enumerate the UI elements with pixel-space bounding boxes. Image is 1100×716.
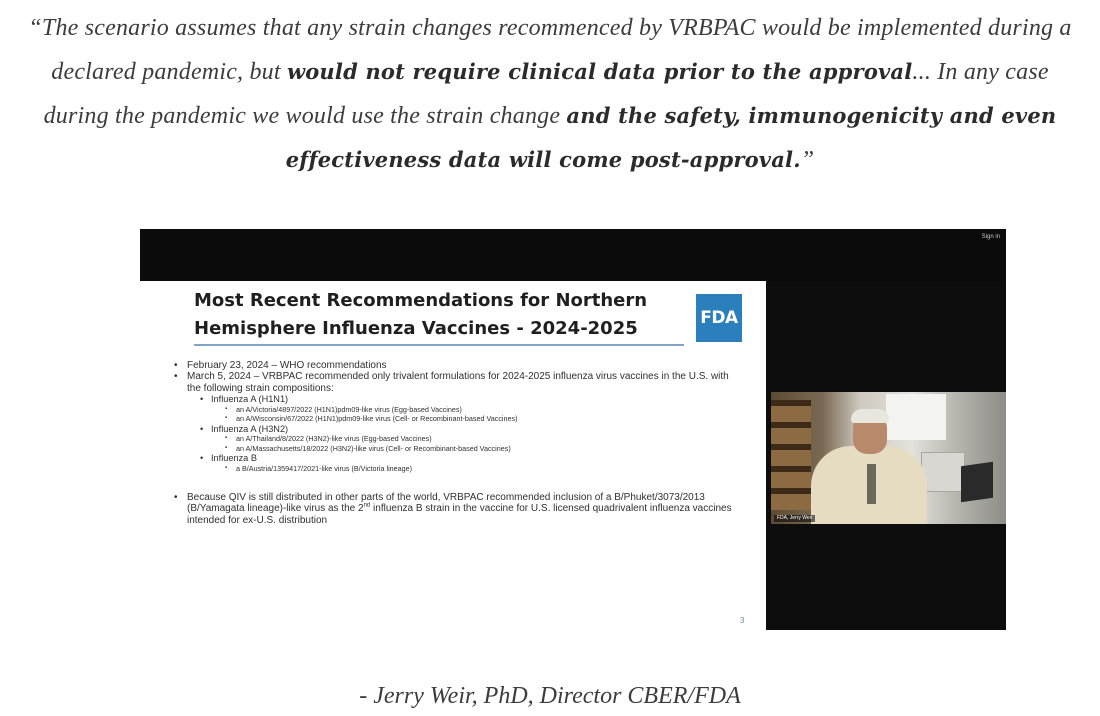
strain-item: ▪ an A/Massachusetts/18/2022 (H3N2)-like virus (Cell- or Recombinant-based Vaccines) [225, 444, 744, 453]
quote-attribution: - Jerry Weir, PhD, Director CBER/FDA [359, 683, 741, 709]
meeting-top-bar [140, 229, 1006, 281]
quote-text [20, 6, 1080, 182]
bullet-vrbpac [174, 371, 744, 473]
strain-item: ▪ an A/Wisconsin/67/2022 (H1N1)pdm09-like virus (Cell- or Recombinant-based Vaccines) [225, 414, 744, 423]
participant-video-tile[interactable] [771, 392, 1006, 524]
speaker-tie [867, 464, 876, 504]
strain-item: ▪ a B/Austria/1359417/2021-like virus (B/Victoria lineage) [225, 464, 744, 473]
bookshelf-image [771, 400, 811, 510]
fda-logo: FDA [696, 294, 742, 342]
bullet-who-text: February 23, 2024 – WHO recommendations [187, 360, 387, 371]
bullet-qiv [174, 492, 744, 526]
slide-page-number: 3 [740, 616, 745, 625]
strain-group-label: Influenza B [211, 453, 257, 464]
monitor-image [961, 462, 993, 502]
strain-group-h1n1 [200, 394, 744, 423]
strain-group-label: Influenza A (H3N2) [211, 423, 289, 434]
quote-close-mark: ” [800, 147, 815, 173]
slide-title [194, 287, 694, 343]
meeting-screenshot [140, 229, 1006, 630]
bullet-who [174, 360, 744, 371]
quote-bold-1: would not require clinical data prior to the approval [286, 59, 913, 84]
bullet-qiv-superscript: nd [363, 503, 371, 510]
quote-part-1: The scenario assumes that any strain changes recommenced by VRBPAC would be implemented during a declared pandemic, but [41, 15, 1072, 85]
cabinet-image [921, 452, 965, 492]
strain-group-b [200, 453, 744, 473]
strain-group-label: Influenza A (H1N1) [211, 394, 289, 405]
bullet-qiv-text-2: influenza B strain in the vaccine for U.S. licensed quadrivalent influenza vaccines intended for ex-U.S. distribution [187, 503, 732, 526]
slide-title-line-2: Hemisphere Influenza Vaccines - 2024-2025 [194, 318, 638, 339]
strain-item: ▪ an A/Victoria/4897/2022 (H1N1)pdm09-like virus (Egg-based Vaccines) [225, 405, 744, 414]
quote-bold-2: and the safety, immunogenicity and even effectiveness data will come post-approval. [285, 103, 1057, 172]
bullet-qiv-text-1: Because QIV is still distributed in other parts of the world, VRBPAC recommended inclusion of a B/Phuket/3073/2013 (B/Yamagata lineage)-like virus as the 2 [187, 492, 705, 515]
speaker-hair [851, 409, 889, 423]
quote-open-mark: “ [28, 15, 42, 41]
bullet-vrbpac-text: March 5, 2024 – VRBPAC recommended only trivalent formulations for 2024-2025 influenza virus vaccines in the U.S. with the following strain compositions: [187, 371, 729, 394]
quote-part-2: ... In any case during the pandemic we would use the strain change [43, 59, 1049, 129]
window-image [886, 394, 946, 440]
shared-slide [140, 281, 766, 630]
slide-title-line-1: Most Recent Recommendations for Northern [194, 290, 648, 311]
slide-bullet-list [174, 360, 744, 526]
strain-items [211, 405, 744, 424]
strain-items [211, 464, 744, 473]
strain-list [187, 394, 744, 473]
participant-name-label: FDA, Jerry Weir [774, 515, 815, 522]
sign-in-link[interactable]: Sign in [981, 234, 1000, 240]
strain-item: ▪ an A/Thailand/8/2022 (H3N2)-like virus (Egg-based Vaccines) [225, 434, 744, 443]
title-underline [194, 344, 684, 346]
strain-items [211, 434, 744, 453]
strain-group-h3n2 [200, 424, 744, 453]
